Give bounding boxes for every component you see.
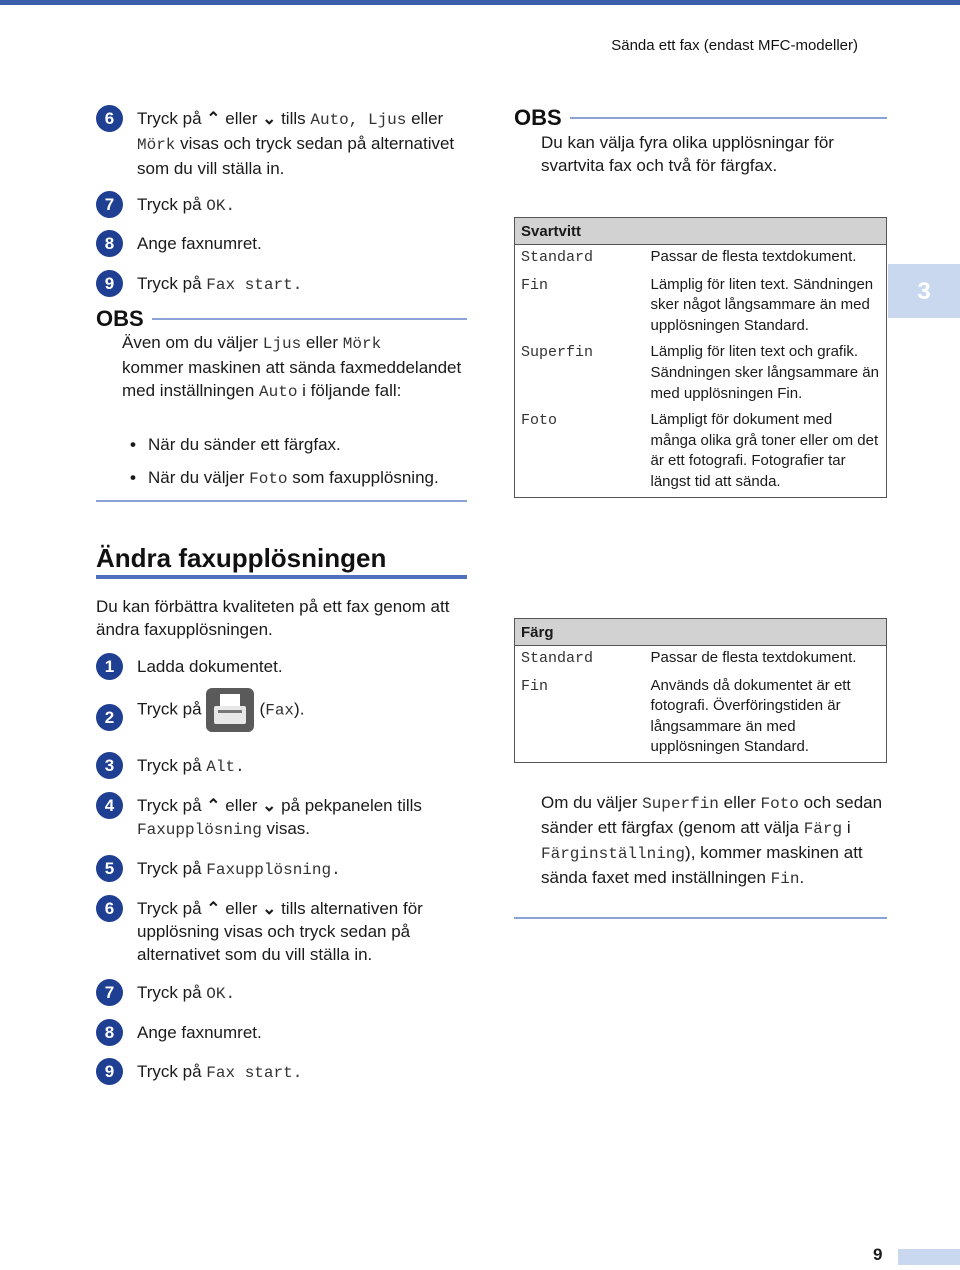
bullet-dot-icon: • — [130, 435, 136, 454]
step-text: Tryck på ⌃ eller ⌄ tills alternativen för upplösning visas och tryck sedan på alternativet som du vill ställa in. — [137, 899, 423, 964]
step-number-badge: 2 — [96, 704, 123, 731]
mode-description: Passar de flesta textdokument. — [650, 248, 857, 265]
step-number-badge: 9 — [96, 1058, 123, 1085]
up-arrow-icon: ⌃ — [206, 899, 221, 918]
step-6 — [96, 897, 476, 966]
step-8 — [96, 1021, 476, 1046]
obs2-heading — [514, 105, 887, 131]
down-arrow-icon: ⌄ — [262, 796, 277, 815]
mode-description: Används då dokumentet är ett fotografi. Överföringstiden är långsammare än med upplösningen Standard. — [650, 676, 851, 756]
step-4 — [96, 794, 476, 842]
mode-description: Lämpligt för dokument med många olika grå toner eller om det är ett fotografi. Fotografier tar längst tid att sända. — [650, 411, 879, 490]
mode-name: Foto — [521, 412, 558, 430]
step-text: Tryck på Alt. — [137, 756, 245, 776]
obs-title: OBS — [96, 306, 144, 331]
mode-description: Lämplig för liten text. Sändningen sker något långsammare än med upplösningen Standard. — [650, 275, 874, 334]
step-number-badge: 7 — [96, 191, 123, 218]
table-row — [515, 674, 887, 763]
step-text: Ange faxnumret. — [137, 234, 262, 253]
obs-text: Även om du väljer Ljus eller Mörk kommer maskinen att sända faxmeddelandet med inställningen Auto i följande fall: — [122, 333, 462, 401]
up-arrow-icon: ⌃ — [206, 109, 221, 128]
obs-heading — [96, 306, 467, 332]
step-number-badge: 4 — [96, 792, 123, 819]
step-8-top — [96, 232, 476, 257]
obs2-rule — [570, 117, 887, 119]
step-text: Tryck på Fax start. — [137, 1062, 303, 1082]
obs2-title: OBS — [514, 105, 562, 130]
table-header: Svartvitt — [515, 218, 887, 245]
mode-name: Standard — [521, 249, 594, 266]
up-arrow-icon: ⌃ — [206, 796, 221, 815]
mode-name: Fin — [521, 677, 549, 695]
table-row — [515, 340, 887, 408]
step-text: Tryck på (Fax). — [137, 688, 304, 732]
step-9 — [96, 1060, 476, 1085]
note-end-rule — [514, 917, 887, 919]
step-1 — [96, 655, 476, 680]
table-row — [515, 245, 887, 273]
mode-description: Lämplig för liten text och grafik. Sändningen sker långsammare än med upplösningen Fin. — [650, 343, 879, 402]
step-text: Tryck på Fax start. — [137, 274, 303, 294]
running-header: Sända ett fax (endast MFC-modeller) — [611, 37, 858, 54]
mode-name: Superfin — [521, 344, 594, 362]
step-text: Tryck på ⌃ eller ⌄ tills Auto, Ljus eller Mörk visas och tryck sedan på alternativet som du vill ställa in. — [137, 109, 455, 178]
down-arrow-icon: ⌄ — [262, 109, 277, 128]
step-number-badge: 6 — [96, 105, 123, 132]
section-rule — [96, 575, 467, 579]
step-text: Tryck på Faxupplösning. — [137, 859, 341, 879]
step-text: Tryck på OK. — [137, 983, 236, 1003]
page-number: 9 — [873, 1245, 883, 1264]
step-number-badge: 8 — [96, 230, 123, 257]
down-arrow-icon: ⌄ — [262, 899, 277, 918]
step-text: Ange faxnumret. — [137, 1023, 262, 1042]
obs-rule — [152, 318, 467, 320]
color-resolution-table — [514, 618, 887, 763]
table-row — [515, 646, 887, 674]
bullet-dot-icon: • — [130, 468, 136, 487]
color-note: Om du väljer Superfin eller Foto och sedan sänder ett färgfax (genom att välja Färg i Färginställning), kommer maskinen att sända faxet med inställningen Fin. — [541, 793, 883, 888]
obs2-text: Du kan välja fyra olika upplösningar för svartvita fax och två för färgfax. — [541, 133, 834, 175]
step-number-badge: 1 — [96, 653, 123, 680]
mode-name: Fin — [521, 276, 549, 294]
obs-bullet: • När du väljer Foto som faxupplösning. — [130, 466, 470, 491]
mode-description: Passar de flesta textdokument. — [650, 649, 857, 666]
step-number-badge: 9 — [96, 270, 123, 297]
bw-resolution-table — [514, 217, 887, 498]
step-number-badge: 3 — [96, 752, 123, 779]
step-7-top — [96, 193, 476, 218]
step-number-badge: 5 — [96, 855, 123, 882]
step-9-top — [96, 272, 476, 297]
chapter-number: 3 — [917, 278, 931, 305]
mode-name: Standard — [521, 650, 594, 667]
step-text: Tryck på OK. — [137, 195, 236, 215]
obs-bullet: • När du sänder ett färgfax. — [130, 435, 341, 454]
table-header: Färg — [515, 619, 887, 646]
section-title: Ändra faxupplösningen — [96, 543, 387, 573]
step-number-badge: 6 — [96, 895, 123, 922]
chapter-tab — [888, 264, 960, 318]
table-row — [515, 273, 887, 341]
step-text: Tryck på ⌃ eller ⌄ på pekpanelen tills Faxupplösning visas. — [137, 796, 422, 839]
step-6-top — [96, 107, 476, 180]
fax-icon[interactable] — [206, 688, 254, 732]
obs-end-rule — [96, 500, 467, 502]
table-row — [515, 408, 887, 497]
page-tab — [898, 1249, 960, 1265]
top-accent-bar — [0, 0, 960, 5]
section-intro: Du kan förbättra kvaliteten på ett fax genom att ändra faxupplösningen. — [96, 597, 450, 639]
step-text: Ladda dokumentet. — [137, 657, 283, 676]
step-5 — [96, 857, 476, 882]
step-7 — [96, 981, 476, 1006]
step-number-badge: 8 — [96, 1019, 123, 1046]
step-3 — [96, 754, 476, 779]
step-2 — [96, 699, 476, 732]
step-number-badge: 7 — [96, 979, 123, 1006]
